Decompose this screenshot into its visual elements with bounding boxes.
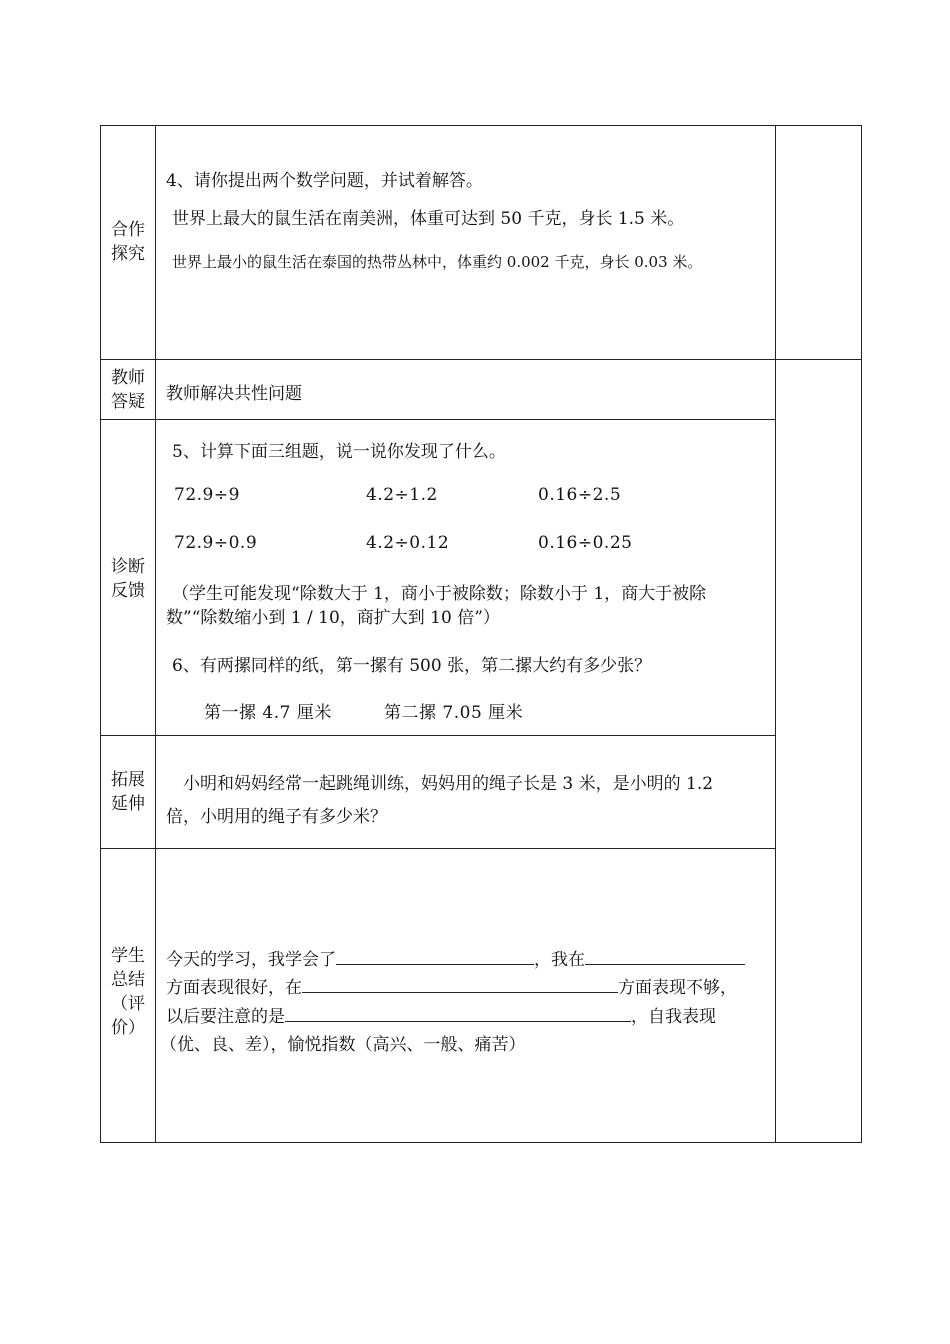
row-label-cooperate: 合作 探究	[111, 220, 145, 264]
blank-attention[interactable]	[285, 1003, 631, 1022]
calc-item: 72.9÷9	[174, 485, 240, 505]
calc-item: 0.16÷2.5	[538, 485, 622, 505]
row-divider	[100, 359, 862, 360]
calc-item: 4.2÷1.2	[366, 485, 438, 505]
table-border-bottom	[100, 1142, 862, 1143]
table-border-right	[861, 125, 862, 1143]
column-divider	[155, 125, 156, 1143]
extension-line-1: 小明和妈妈经常一起跳绳训练，妈妈用的绳子长是 3 米，是小明的 1.2	[183, 774, 714, 794]
paper-stack-2: 第二摞 7.05 厘米	[384, 703, 524, 723]
column-divider	[775, 125, 776, 1143]
row-divider	[100, 735, 776, 736]
teacher-answer-text: 教师解决共性问题	[166, 384, 302, 404]
question-5: 5、计算下面三组题，说一说你发现了什么。	[172, 442, 506, 462]
blank-learned[interactable]	[336, 946, 534, 965]
calc-item: 72.9÷0.9	[174, 533, 258, 553]
calc-item: 4.2÷0.12	[366, 533, 450, 553]
finding-line-2: 数”“除数缩小到 1 / 10，商扩大到 10 倍”）	[166, 608, 500, 628]
row-label-summary: 学生 总结 （评 价）	[111, 946, 145, 1038]
smallest-mouse-text: 世界上最小的鼠生活在泰国的热带丛林中，体重约 0.002 千克，身长 0.03 米。	[172, 253, 703, 271]
blank-good-at[interactable]	[585, 946, 745, 965]
blank-not-enough[interactable]	[302, 974, 618, 993]
summary-line-4: （优、良、差），愉悦指数（高兴、一般、痛苦）	[160, 1035, 526, 1055]
question-6: 6、有两摞同样的纸，第一摞有 500 张，第二摞大约有多少张？	[172, 656, 652, 676]
summary-line-1: 今天的学习，我学会了 ，我在	[166, 945, 745, 970]
row-label-diagnosis: 诊断 反馈	[111, 557, 145, 601]
table-border-left	[100, 125, 101, 1143]
row-label-teacher: 教师 答疑	[111, 368, 145, 412]
finding-line-1: （学生可能发现“除数大于 1，商小于被除数；除数小于 1，商大于被除	[172, 584, 707, 604]
summary-line-2: 方面表现很好，在 方面表现不够，	[166, 973, 737, 998]
row-divider	[100, 848, 776, 849]
paper-stack-1: 第一摞 4.7 厘米	[204, 703, 332, 723]
row-label-extension: 拓展 延伸	[111, 770, 145, 814]
question-4: 4、请你提出两个数学问题，并试着解答。	[166, 171, 483, 191]
extension-line-2: 倍，小明用的绳子有多少米？	[166, 807, 387, 827]
row-divider	[100, 419, 776, 420]
largest-mouse-text: 世界上最大的鼠生活在南美洲，体重可达到 50 千克，身长 1.5 米。	[172, 209, 685, 229]
summary-line-3: 以后要注意的是 ，自我表现	[166, 1002, 716, 1027]
calc-item: 0.16÷0.25	[538, 533, 633, 553]
table-border-top	[100, 125, 862, 126]
